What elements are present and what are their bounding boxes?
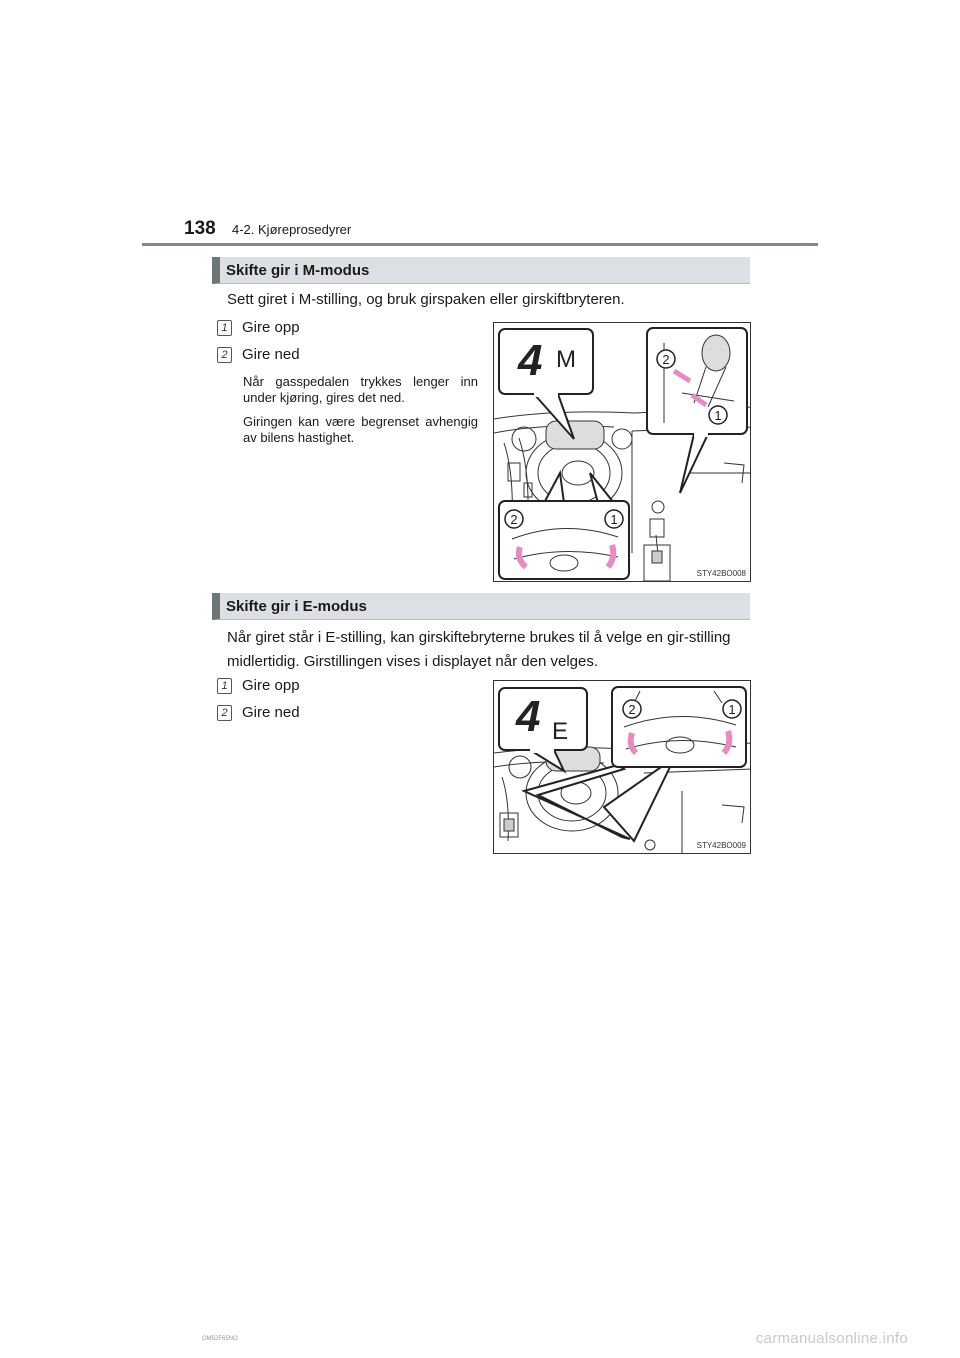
e-mode-illustration xyxy=(494,681,751,854)
m-paddle-callout-1: 1 xyxy=(610,512,618,527)
figure-m-mode xyxy=(493,322,751,582)
e-paddle-callout-1: 1 xyxy=(728,702,736,717)
list-item xyxy=(217,676,300,696)
section-m-intro: Sett giret i M-stilling, og bruk girspaken eller girskiftbryteren. xyxy=(227,291,625,308)
m-lever-callout-1: 1 xyxy=(714,408,722,423)
figure-code: STY42BO009 xyxy=(696,841,746,850)
e-paddle-callout-2: 2 xyxy=(628,702,636,717)
m-display-mode: M xyxy=(556,346,576,373)
list-item xyxy=(217,703,300,723)
note-text: Når gasspedalen trykkes lenger inn under kjøring, gires det ned. xyxy=(243,374,478,405)
chapter-title: 4-2. Kjøreprosedyrer xyxy=(232,222,352,237)
number-2-icon: 2 xyxy=(217,705,232,721)
number-1-icon: 1 xyxy=(217,320,232,336)
section-heading-e-mode: Skifte gir i E-modus xyxy=(212,593,750,620)
figure-e-mode xyxy=(493,680,751,854)
e-display-digit: 4 xyxy=(516,692,541,741)
e-display-mode: E xyxy=(552,718,569,745)
note-text: Giringen kan være begrenset avhengig av bilens hastighet. xyxy=(243,414,478,445)
list-item xyxy=(217,345,300,365)
number-2-icon: 2 xyxy=(217,347,232,363)
m-lever-callout-2: 2 xyxy=(662,352,670,367)
list-item xyxy=(217,318,300,338)
section-heading-m-mode: Skifte gir i M-modus xyxy=(212,257,750,284)
item-label: Gire ned xyxy=(242,346,300,363)
item-label: Gire opp xyxy=(242,319,300,336)
figure-code: STY42BO008 xyxy=(696,569,746,578)
number-1-icon: 1 xyxy=(217,678,232,694)
item-label: Gire ned xyxy=(242,704,300,721)
header-rule xyxy=(142,243,818,246)
item-label: Gire opp xyxy=(242,677,300,694)
m-display-digit: 4 xyxy=(518,336,543,385)
section-e-intro: Når giret står i E-stilling, kan girskiftebryterne brukes til å velge en gir-stilling midlertidig. Girstillingen vises i displayet når den velges. xyxy=(227,629,731,670)
m-paddle-callout-2: 2 xyxy=(510,512,518,527)
m-mode-illustration xyxy=(494,323,751,582)
page-number: 138 xyxy=(184,218,216,239)
document-reference: OM52F65NO xyxy=(202,1336,238,1342)
watermark: carmanualsonline.info xyxy=(755,1330,908,1347)
